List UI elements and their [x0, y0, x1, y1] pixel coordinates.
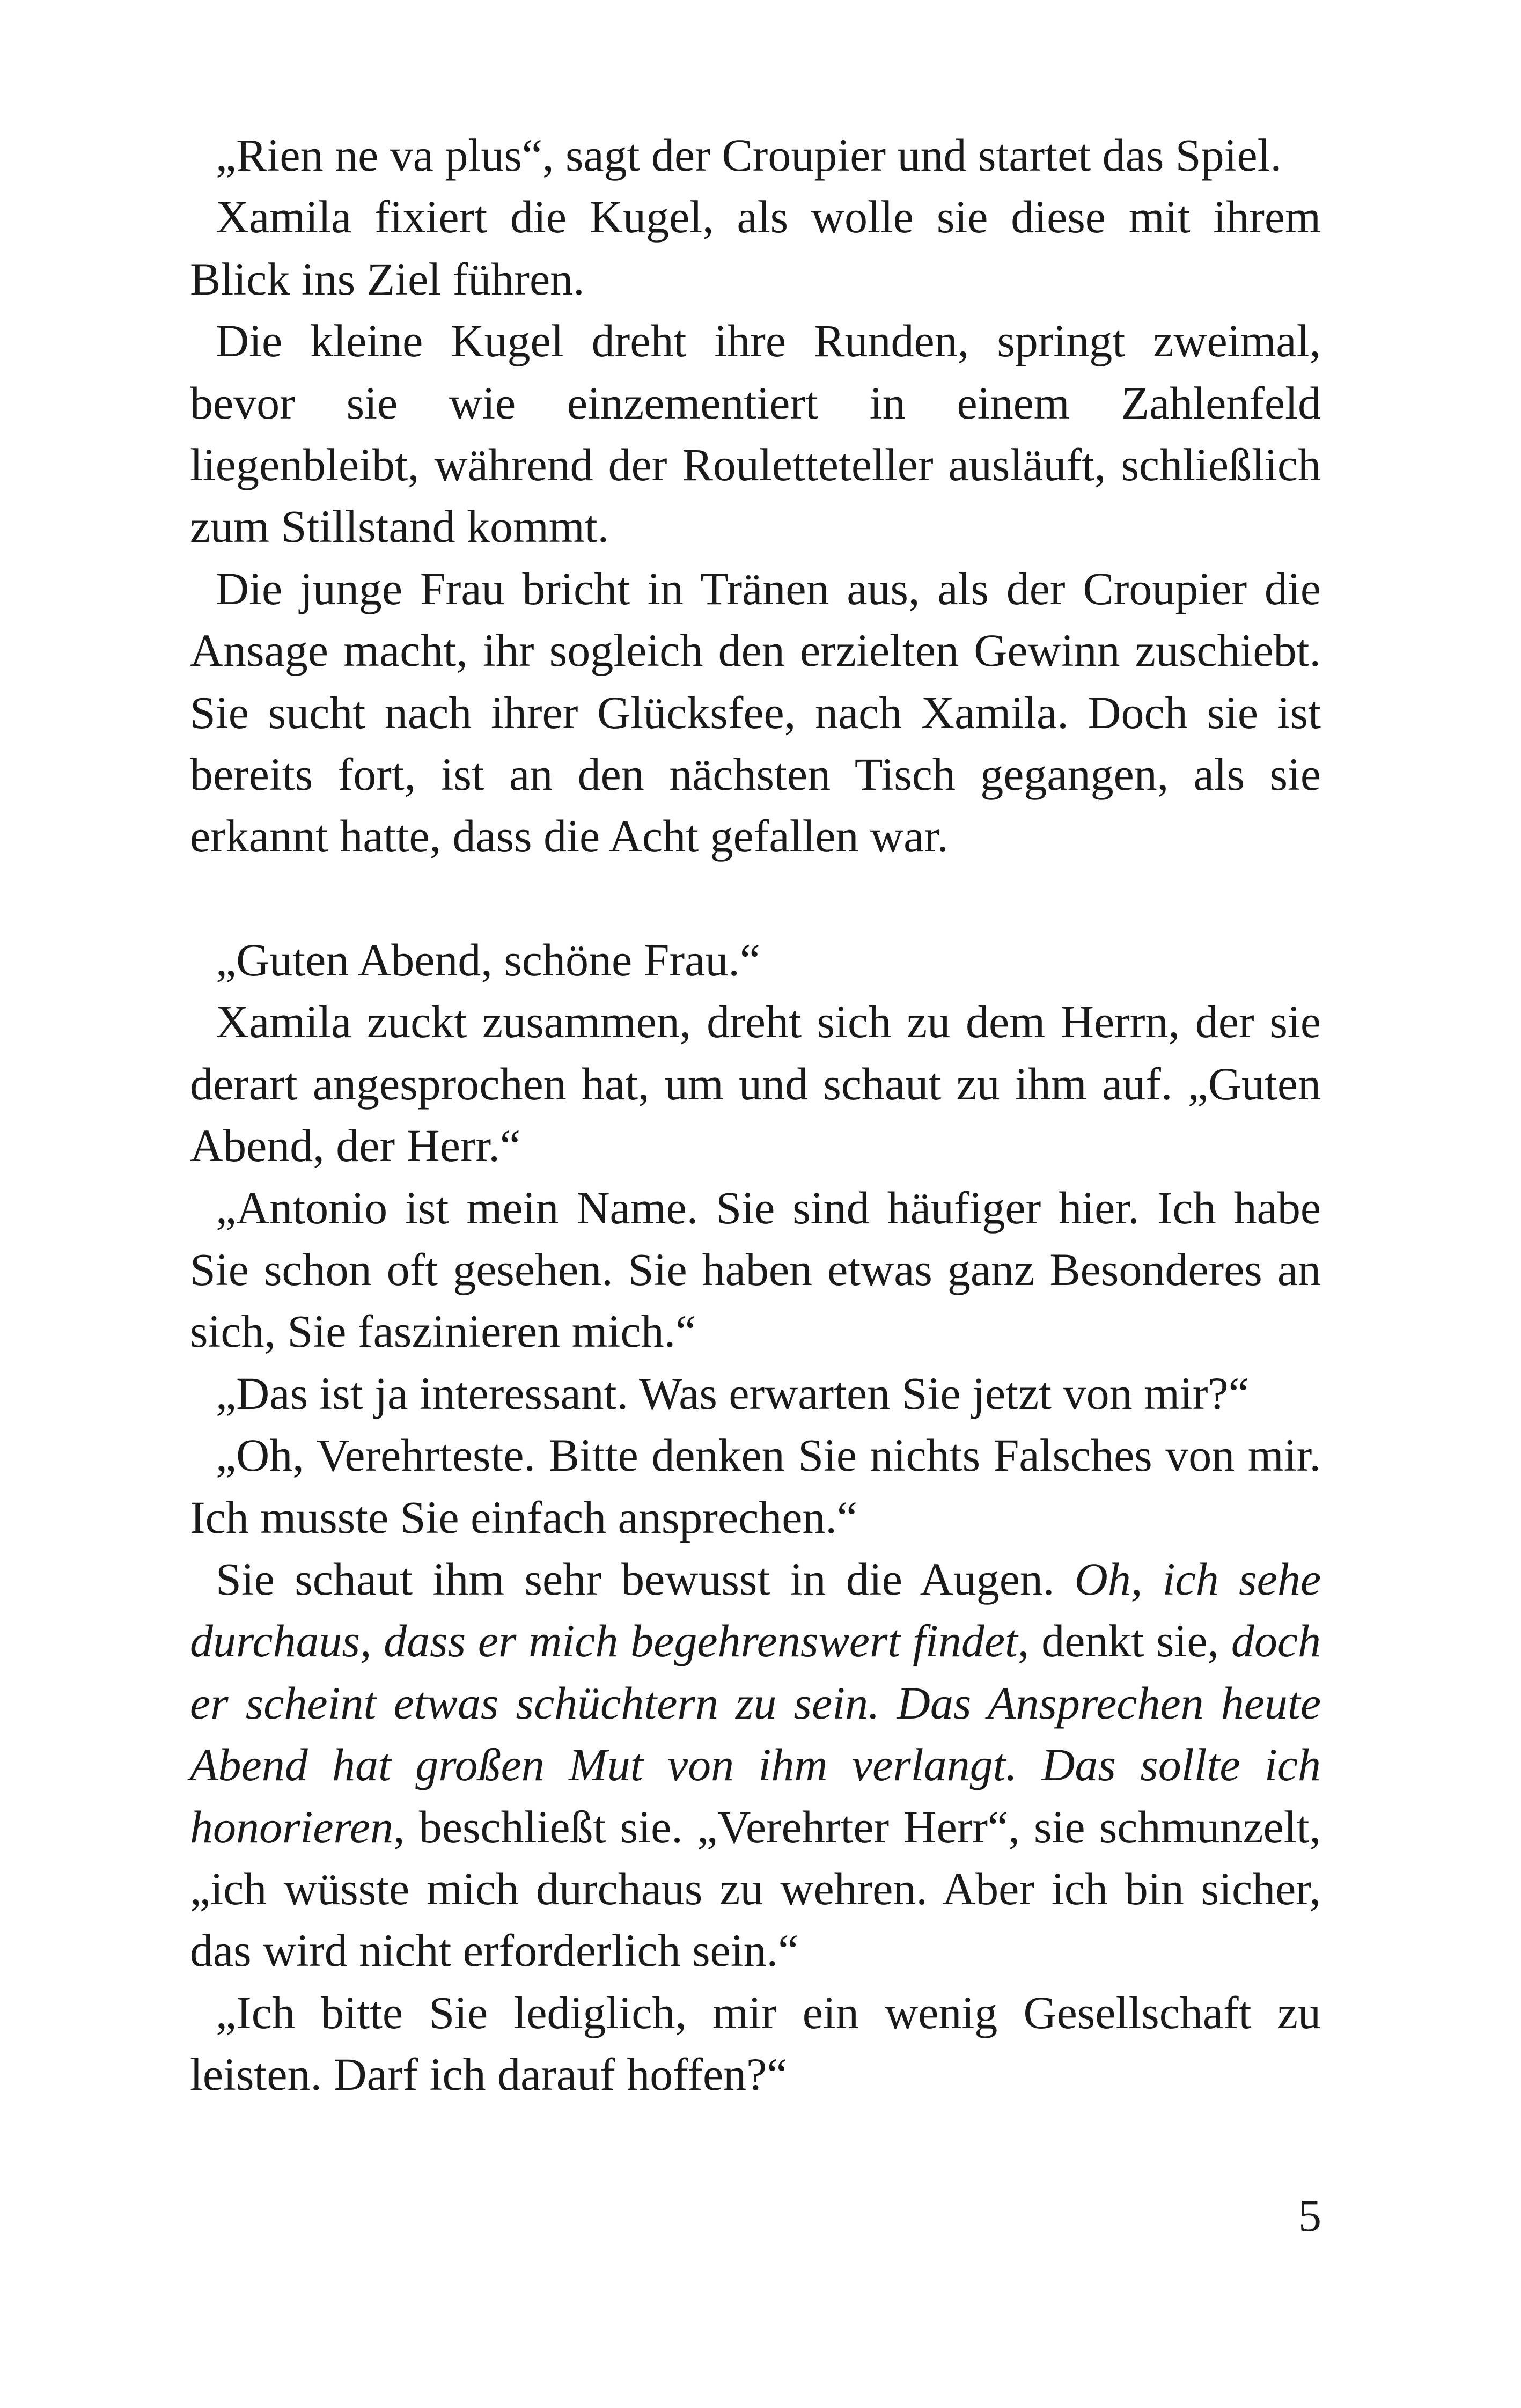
narration-run: Sie schaut ihm sehr bewusst in die Augen.: [216, 1553, 1075, 1605]
narration-run: , denkt sie,: [1017, 1615, 1231, 1667]
paragraph: Die kleine Kugel dreht ihre Runden, springt zweimal, bevor sie wie einzementiert in einem Zahlenfeld liegenbleibt, während der Rouletteteller ausläuft, schließlich zum Stillstand kommt.: [190, 315, 1321, 553]
paragraph: „Antonio ist mein Name. Sie sind häufiger hier. Ich habe Sie schon oft gesehen. Sie haben etwas ganz Besonderes an sich, Sie faszinieren mich.“: [190, 1181, 1321, 1357]
paragraph: Die junge Frau bricht in Tränen aus, als der Croupier die Ansage macht, ihr sogleich den erzielten Gewinn zuschiebt. Sie sucht nach ihrer Glücksfee, nach Xamila. Doch sie ist bereits fort, ist an den nächsten Tisch gegangen, als sie erkannt hatte, dass die Acht gefallen war.: [190, 562, 1321, 862]
paragraph: „Guten Abend, schöne Frau.“: [216, 934, 760, 986]
inner-thought-italic: doch er scheint etwas schüchtern zu sein. Das Ansprechen heute Abend hat großen Mut von ihm verlangt. Das sollte ich honorieren: [190, 1615, 1321, 1853]
paragraph: „Das ist ja interessant. Was erwarten Sie jetzt von mir?“: [216, 1367, 1249, 1419]
paragraph: Xamila fixiert die Kugel, als wolle sie diese mit ihrem Blick ins Ziel führen.: [190, 191, 1321, 305]
narration-run: , beschließt sie. „Verehrter Herr“, sie schmunzelt, „ich wüsste mich durchaus zu wehren. Aber ich bin sicher, das wird nicht erforderlich sein.“: [190, 1801, 1321, 1977]
paragraph: „Ich bitte Sie lediglich, mir ein wenig Gesellschaft zu leisten. Darf ich darauf hoffen?“: [190, 1986, 1321, 2101]
paragraph-mixed-style: [190, 1548, 1321, 1982]
paragraph: „Rien ne va plus“, sagt der Croupier und startet das Spiel.: [216, 129, 1282, 181]
book-page-text: [190, 124, 1321, 2106]
inner-thought-italic: Oh, ich sehe durchaus, dass er mich begehrenswert findet: [190, 1553, 1321, 1667]
paragraph: „Oh, Verehrteste. Bitte denken Sie nichts Falsches von mir. Ich musste Sie einfach ansprechen.“: [190, 1429, 1321, 1543]
page-number: 5: [1298, 2190, 1321, 2241]
paragraph: Xamila zuckt zusammen, dreht sich zu dem Herrn, der sie derart angesprochen hat, um und schaut zu ihm auf. „Guten Abend, der Herr.“: [190, 996, 1321, 1172]
